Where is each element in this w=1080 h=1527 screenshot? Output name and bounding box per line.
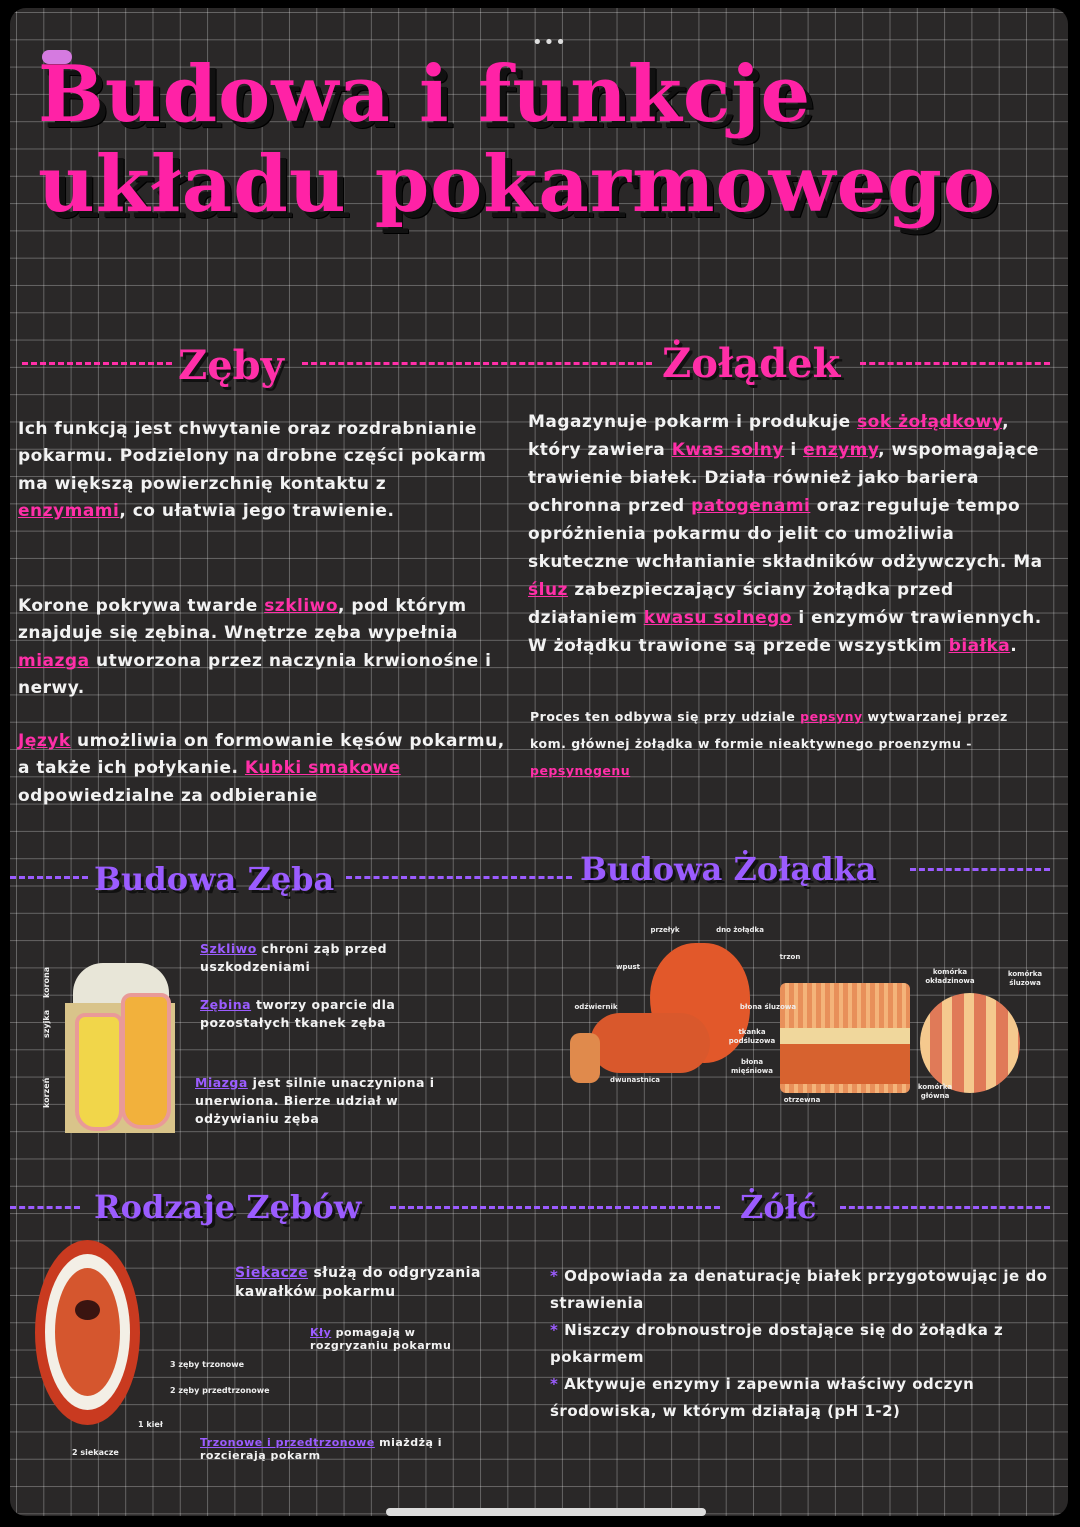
stomach-label: tkanka podśluzowa: [728, 1028, 776, 1045]
text-segment: , wspomagające trawienie białek. Działa również jako bariera ochronna przed: [528, 440, 1039, 516]
text-segment: i enzymów trawiennych. W żołądku trawione są przede wszystkim: [528, 608, 1042, 656]
keyword: Język: [18, 731, 71, 751]
divider: [346, 876, 572, 879]
keyword: Kły: [310, 1326, 332, 1339]
text-segment: Odpowiada za denaturację białek przygotowując je do strawienia: [550, 1267, 1048, 1312]
text-segment: służą do odgryzania kawałków pokarmu: [235, 1265, 481, 1300]
stomach-label: komórka okładzinowa: [925, 968, 975, 985]
keyword: miazga: [18, 650, 90, 671]
trzonowe-note: [200, 1436, 490, 1462]
bullet-star-icon: *: [550, 1321, 565, 1339]
text-segment: zabezpieczający ściany żołądka przed działaniem: [528, 580, 954, 628]
zoladek-paragraph-2: [530, 703, 1030, 784]
label-kiel: 1 kieł: [138, 1420, 163, 1429]
stomach-label: otrzewna: [783, 1096, 821, 1104]
zolc-list: [550, 1263, 1060, 1425]
szkliwo-note: [200, 940, 400, 976]
keyword: Kwas solny: [671, 440, 784, 460]
text-segment: wytwarzanej przez kom. głównej żołądka w formie nieaktywnego proenzymu -: [530, 709, 1008, 751]
open-mouth-illustration: [35, 1240, 140, 1425]
text-segment: oraz reguluje tempo opróżnienia pokarmu do jelit co umożliwia skuteczne wchłanianie składników odżywczych. Ma: [528, 496, 1043, 572]
stomach-label: odźwiernik: [574, 1003, 618, 1011]
stomach-label: dno żołądka: [716, 926, 764, 934]
text-segment: tworzy oparcie dla pozostałych tkanek zęba: [200, 997, 396, 1030]
text-segment: chroni ząb przed uszkodzeniami: [200, 941, 388, 974]
zolc-list-item: [550, 1371, 1060, 1425]
label-korona: korona: [42, 966, 51, 998]
keyword: Szkliwo: [200, 941, 257, 956]
text-segment: Ich funkcją jest chwytanie oraz rozdrabnianie pokarmu. Podzielony na drobne części pokarm ma większą powierzchnię kontaktu z: [18, 419, 487, 494]
text-segment: miażdżą i rozcierają pokarm: [200, 1436, 442, 1462]
text-segment: Aktywuje enzymy i zapewnia właściwy odczyn środowiska, w którym działają (pH 1-2): [550, 1375, 975, 1420]
divider: [910, 868, 1050, 871]
tooth-illustration: [65, 963, 175, 1133]
divider: [390, 1206, 720, 1209]
heading-zoladek: Żołądek: [662, 340, 841, 387]
divider: [840, 1206, 1050, 1209]
zebina-note: [200, 996, 440, 1032]
label-szyjka: szyjka: [42, 1009, 51, 1038]
keyword: pepsyny: [800, 709, 863, 724]
stomach-label: dwunastnica: [610, 1076, 660, 1084]
stomach-label: trzon: [779, 953, 801, 961]
keyword: kwasu solnego: [643, 608, 792, 628]
gastric-cells-illustration: [920, 993, 1020, 1093]
divider: [22, 362, 172, 365]
zolc-list-item: [550, 1317, 1060, 1371]
page-title-line-2: układu pokarmowego: [38, 139, 996, 230]
stomach-label: komórka główna: [917, 1083, 953, 1100]
text-segment: , co ułatwia jego trawienie.: [119, 500, 395, 521]
heading-zolc: Żółć: [740, 1188, 817, 1226]
text-segment: Proces ten odbywa się przy udziale: [530, 709, 801, 724]
label-trzonowe: 3 zęby trzonowe: [170, 1360, 245, 1369]
keyword: Miazga: [195, 1075, 248, 1090]
text-segment: .: [1010, 636, 1018, 656]
keyword: enzymami: [18, 500, 120, 521]
kly-note: [310, 1326, 490, 1352]
text-segment: jest silnie unaczyniona i unerwiona. Bierze udział w odżywianiu zęba: [195, 1075, 435, 1126]
label-korzen: korzeń: [42, 1077, 51, 1108]
bullet-star-icon: *: [550, 1375, 565, 1393]
text-segment: i: [783, 440, 804, 460]
more-options-icon[interactable]: •••: [532, 32, 567, 53]
text-segment: , pod którym znajduje się zębina. Wnętrze zęba wypełnia: [18, 596, 467, 644]
divider: [10, 876, 88, 879]
stomach-label: wpust: [616, 963, 640, 971]
zeby-paragraph-3: [18, 728, 508, 810]
keyword: Zębina: [200, 997, 252, 1012]
heading-rodzaje-zebow: Rodzaje Zębów: [94, 1188, 362, 1226]
heading-zeby: Zęby: [178, 342, 284, 389]
keyword: pepsynogenu: [530, 763, 631, 778]
zeby-paragraph-2: [18, 593, 498, 702]
keyword: Trzonowe i przedtrzonowe: [200, 1436, 375, 1449]
stomach-label: komórka śluzowa: [1007, 970, 1043, 987]
zoladek-paragraph-1: [528, 408, 1058, 660]
keyword: patogenami: [691, 496, 811, 516]
stomach-wall-tissue-illustration: [780, 983, 910, 1093]
keyword: Siekacze: [235, 1265, 309, 1281]
text-segment: , który zawiera: [528, 412, 1010, 460]
zeby-paragraph-1: [18, 416, 498, 525]
keyword: białka: [948, 636, 1011, 656]
home-indicator[interactable]: [386, 1508, 706, 1516]
heading-budowa-zeba: Budowa Zęba: [94, 860, 335, 898]
stomach-label: przełyk: [650, 926, 680, 934]
keyword: śluz: [528, 580, 568, 600]
notes-page: [10, 8, 1068, 1516]
divider: [860, 362, 1050, 365]
miazga-note: [195, 1074, 455, 1128]
stomach-label: błona mięśniowa: [731, 1058, 773, 1075]
label-przedtrzonowe: 2 zęby przedtrzonowe: [170, 1386, 270, 1395]
heading-budowa-zoladka: Budowa Żołądka: [580, 850, 877, 888]
page-title-line-1: Budowa i funkcje: [38, 49, 812, 140]
divider: [10, 1206, 80, 1209]
zolc-list-item: [550, 1263, 1060, 1317]
keyword: enzymy: [803, 440, 879, 460]
siekacze-note: [235, 1264, 535, 1302]
bullet-star-icon: *: [550, 1267, 565, 1285]
keyword: szkliwo: [264, 596, 339, 616]
text-segment: Niszczy drobnoustroje dostające się do żołądka z pokarmem: [550, 1321, 1004, 1366]
text-segment: utworzona przez naczynia krwionośne i nerwy.: [18, 650, 492, 698]
stomach-label: błona śluzowa: [739, 1003, 797, 1011]
keyword: Kubki smakowe: [244, 758, 401, 779]
text-segment: odpowiedzialne za odbieranie: [18, 785, 318, 806]
keyword: sok żołądkowy: [857, 412, 1003, 432]
label-siekacze: 2 siekacze: [72, 1448, 119, 1457]
divider: [302, 362, 652, 365]
text-segment: Korone pokrywa twarde: [18, 596, 265, 616]
text-segment: pomagają w rozgryzaniu pokarmu: [310, 1326, 452, 1352]
text-segment: umożliwia on formowanie kęsów pokarmu, a także ich połykanie.: [18, 731, 505, 779]
text-segment: Magazynuje pokarm i produkuje: [528, 412, 858, 432]
